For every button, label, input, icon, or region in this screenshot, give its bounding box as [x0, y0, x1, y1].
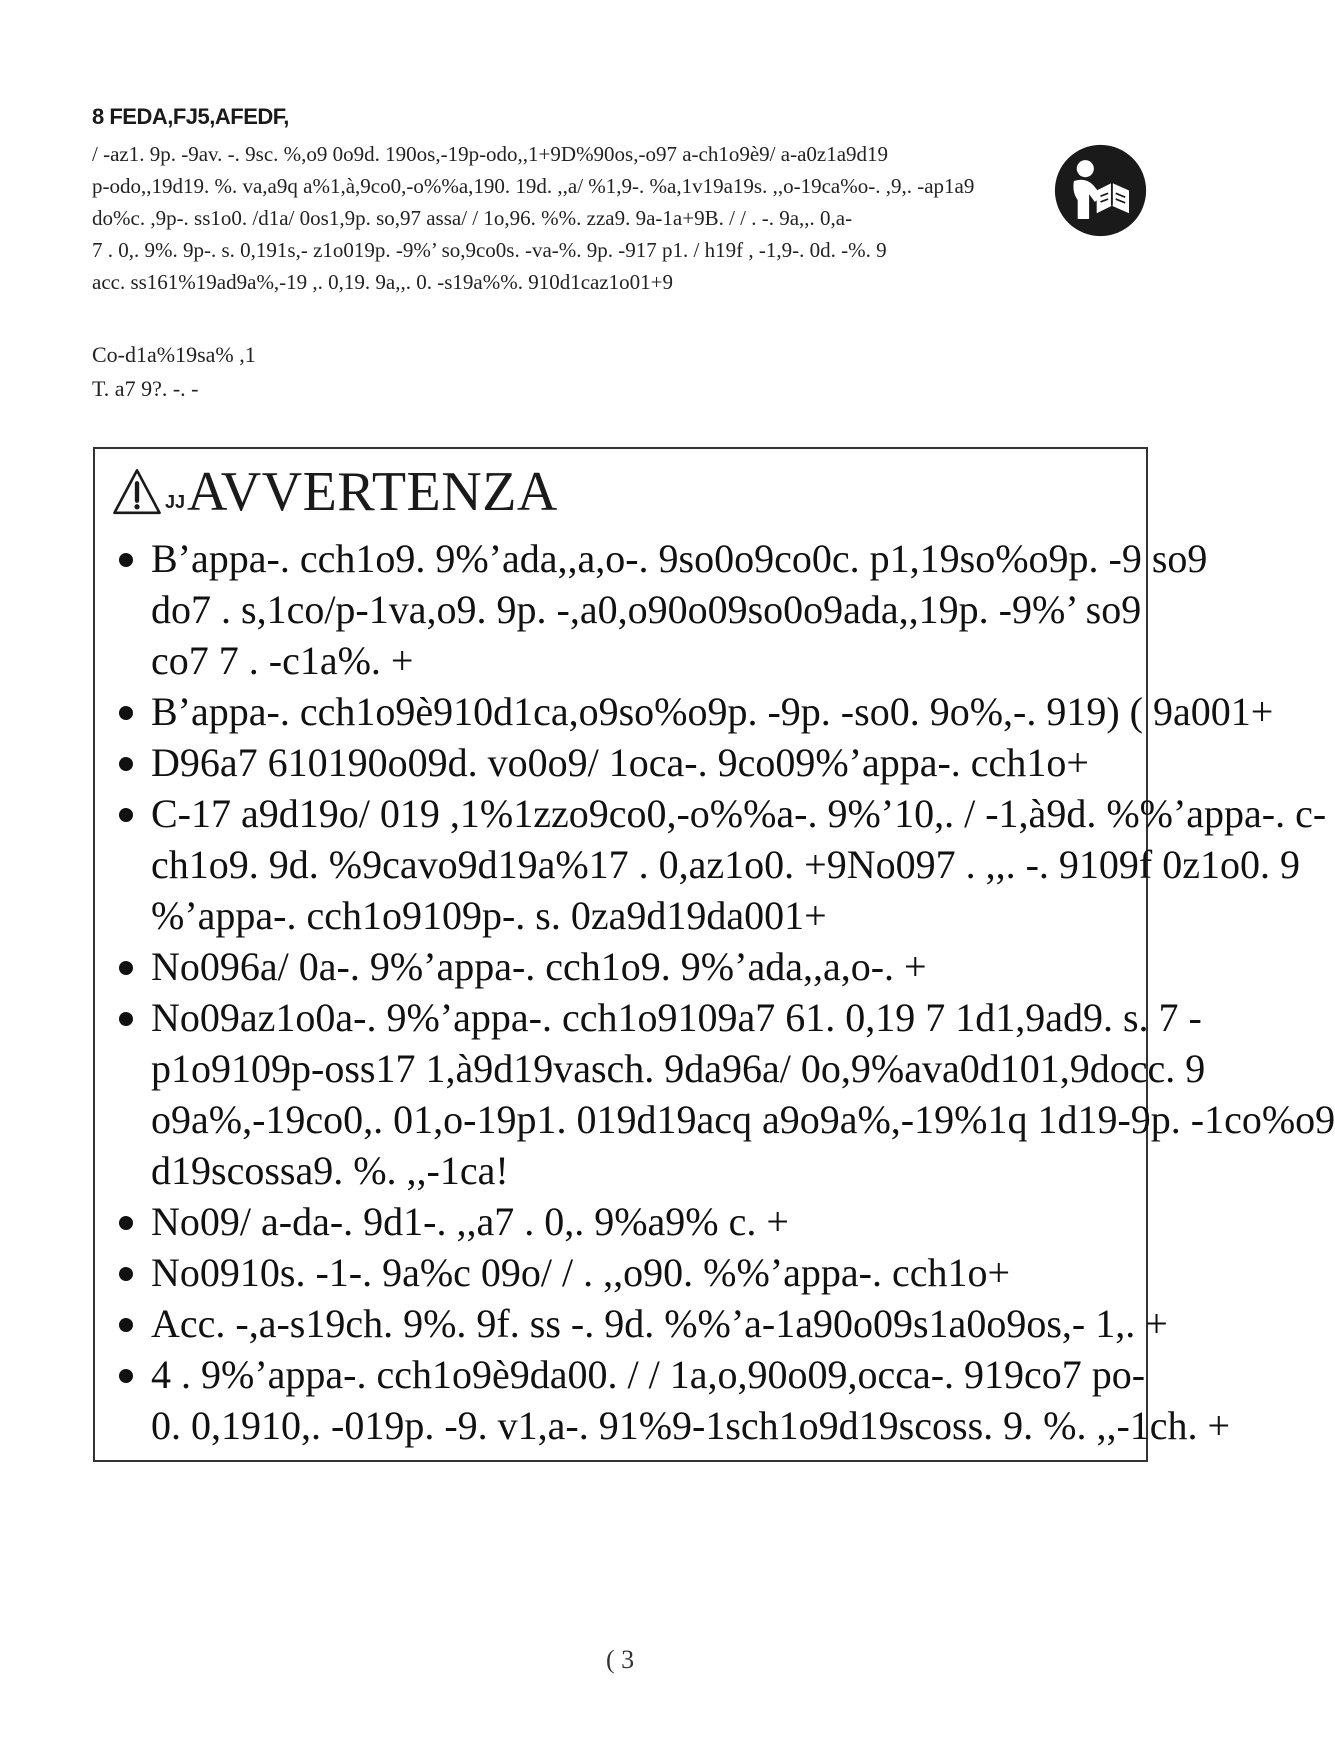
- read-manual-icon: [1053, 143, 1148, 238]
- warning-item: [113, 941, 1128, 992]
- warning-line: %’appa-. cch1o9109p-. s. 0za9d19da001+: [151, 893, 827, 938]
- intro-line: do%c. ,9p-. ss1o0. /d1a/ 0os1,9p. so,97 assa/ / 1o,96. %%. zza9. 9a-1a+9B. / / . -. 9a,,. 0,a-: [92, 206, 853, 230]
- bullet-dot: [119, 1318, 133, 1332]
- intro-line: p-odo,,19d19. %. va,a9q a%1,à,9co0,-o%%a,190. 19d. ,,a/ %1,9-. %a,1v19a19s. ,,o-19ca%o-. ,9,. -ap1a9: [92, 174, 975, 198]
- warning-line: o9a%,-19co0,. 01,o-19p1. 019d19acq a9o9a%,-19%1q 1d19-9p. -1co%o9: [151, 1097, 1335, 1142]
- warning-list: [113, 533, 1335, 1451]
- warning-item: [113, 992, 1335, 1196]
- warning-line: do7 . s,1co/p-1va,o9. 9p. -,a0,o90o09so0o9ada,,19p. -9%’ so9: [151, 587, 1142, 632]
- section-heading: 8 FEDA,FJ5,AFEDF,: [92, 104, 289, 129]
- warning-line: C-17 a9d19o/ 019 ,1%1zzo9co0,-o%%a-. 9%’10,. / -1,à9d. %%’appa-. c-: [151, 791, 1327, 836]
- warning-line: No09az1o0a-. 9%’appa-. cch1o9109a7 61. 0,19 7 1d1,9ad9. s. 7 -: [151, 995, 1202, 1040]
- warning-title-text: AVVERTENZA: [187, 461, 558, 523]
- intro-paragraph: [92, 138, 1032, 298]
- bullet-dot: [119, 1369, 133, 1383]
- warning-line: ch1o9. 9d. %9cavo9d19a%17 . 0,az1o0. +9No097 . ,,. -. 9109f 0z1o0. 9: [151, 842, 1301, 887]
- warning-box: [93, 447, 1335, 1462]
- bullet-dot: [119, 1012, 133, 1026]
- warning-triangle-icon: [111, 466, 163, 518]
- warning-line: D96a7 610190o09d. vo0o9/ 1oca-. 9co09%’appa-. cch1o+: [151, 740, 1089, 785]
- bullet-dot: [119, 553, 133, 567]
- intro-line: 7 . 0,. 9%. 9p-. s. 0,191s,- z1o019p. -9%’ so,9co0s. -va-%. 9p. -917 p1. / h19f , -1,9-. 0d. -%. 9: [92, 238, 887, 262]
- warning-title: [111, 459, 558, 525]
- warning-item: [113, 533, 1208, 686]
- warning-item: [113, 1196, 1128, 1247]
- bullet-dot: [119, 757, 133, 771]
- warning-item: [113, 1247, 1128, 1298]
- warning-line: 0. 0,1910,. -019p. -9. v1,a-. 91%9-1sch1o9d19scoss. 9. %. ,,-1ch. +: [151, 1403, 1231, 1448]
- warning-line: B’appa-. cch1o9. 9%’ada,,a,o-. 9so0o9co0c. p1,19so%o9p. -9 so9: [151, 536, 1208, 581]
- intro-line: / -az1. 9p. -9av. -. 9sc. %,o9 0o9d. 190os,-19p-odo,,1+9D%90os,-o97 a-ch1o9è9/ a-a0z1a9d19: [92, 142, 889, 166]
- warning-item: [113, 1349, 1231, 1451]
- contact-info: [92, 338, 256, 406]
- warning-item: [113, 788, 1327, 941]
- warning-line: p1o9109p-oss17 1,à9d19vasch. 9da96a/ 0o,9%ava0d101,9docc. 9: [151, 1046, 1206, 1091]
- warning-line: d19scossa9. %. ,,-1ca!: [151, 1148, 509, 1193]
- warning-line: No09/ a-da-. 9d1-. ,,a7 . 0,. 9%a9% c. +: [151, 1199, 789, 1244]
- warning-line: Acc. -,a-s19ch. 9%. 9f. ss -. 9d. %%’a-1a90o09s1a0o9os,- 1,. +: [151, 1301, 1168, 1346]
- page-number: ( 3: [606, 1645, 635, 1674]
- bullet-dot: [119, 1267, 133, 1281]
- warning-item: [113, 686, 1274, 737]
- bullet-dot: [119, 808, 133, 822]
- bullet-dot: [119, 961, 133, 975]
- warning-item: [113, 1298, 1168, 1349]
- warning-line: 4 . 9%’appa-. cch1o9è9da00. / / 1a,o,90o09,occa-. 919co7 po-: [151, 1352, 1146, 1397]
- bullet-dot: [119, 706, 133, 720]
- contact-line: T. a7 9?. -. -: [92, 376, 199, 401]
- warning-line: B’appa-. cch1o9è910d1ca,o9so%o9p. -9p. -so0. 9o%,-. 919) ( 9a001+: [151, 689, 1274, 734]
- warning-title-prefix: JJ: [165, 491, 186, 512]
- warning-item: [113, 737, 1128, 788]
- contact-line: Co-d1a%19sa% ,1: [92, 342, 256, 367]
- warning-line: No096a/ 0a-. 9%’appa-. cch1o9. 9%’ada,,a,o-. +: [151, 944, 927, 989]
- intro-line: acc. ss161%19ad9a%,-19 ,. 0,19. 9a,,. 0. -s19a%%. 910d1caz1o01+9: [92, 270, 674, 294]
- bullet-dot: [119, 1216, 133, 1230]
- warning-line: No0910s. -1-. 9a%c 09o/ / . ,,o90. %%’appa-. cch1o+: [151, 1250, 1011, 1295]
- warning-line: co7 7 . -c1a%. +: [151, 638, 414, 683]
